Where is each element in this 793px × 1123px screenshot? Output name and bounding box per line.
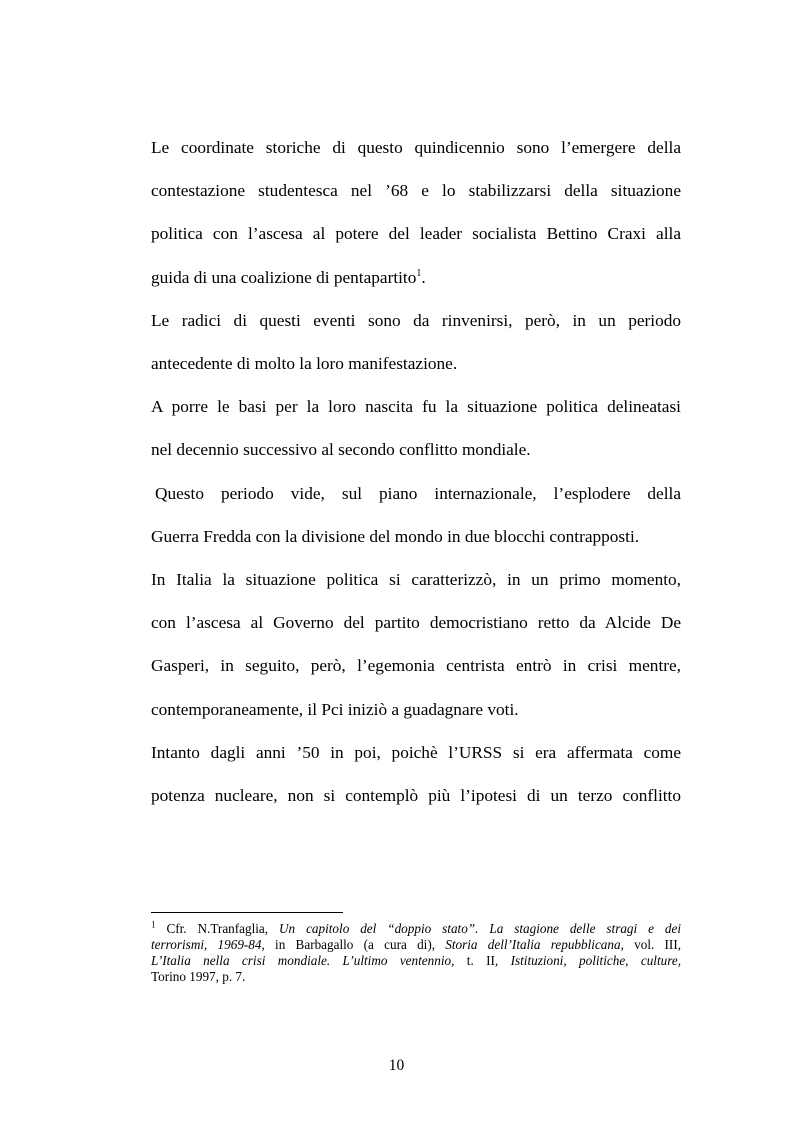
text-line: politica con l’ascesa al potere del leader socialista Bettino Craxi alla — [151, 224, 681, 244]
footnote-title: Storia dell’Italia repubblicana, — [445, 937, 624, 952]
footnote-reference[interactable]: 1 — [416, 267, 422, 279]
footnote-title: Istituzioni, politiche, culture, — [510, 953, 682, 968]
text-line: potenza nucleare, non si contemplò più l’ipotesi di un terzo conflitto — [151, 786, 681, 806]
paragraph-3 — [151, 385, 681, 471]
text-line: antecedente di molto la loro manifestazione. — [151, 354, 458, 374]
text-line: Intanto dagli anni ’50 in poi, poichè l’URSS si era affermata come — [151, 742, 681, 762]
text-line: A porre le basi per la loro nascita fu la situazione politica delineatasi — [151, 397, 681, 417]
paragraph-2 — [151, 299, 681, 385]
text-line: Le coordinate storiche di questo quindicennio sono l’emergere della — [151, 138, 681, 157]
footnote-separator — [151, 912, 343, 913]
text-line: con l’ascesa al Governo del partito democristiano retto da Alcide De — [151, 613, 681, 633]
footnote-line: Torino 1997, p. 7. — [151, 969, 246, 984]
text-line: contemporaneamente, il Pci iniziò a guadagnare voti. — [151, 699, 519, 719]
text-line — [151, 472, 681, 515]
footnote-title: terrorismi, 1969-84 — [151, 937, 262, 952]
page-number: 10 — [388, 1057, 405, 1074]
text-fragment: Questo periodo vide, sul piano internazionale, l’esplodere della — [155, 483, 681, 503]
text-line: Gasperi, in seguito, però, l’egemonia centrista entrò in crisi mentre, — [151, 656, 681, 676]
paragraph-6 — [151, 731, 681, 817]
text-line: In Italia la situazione politica si caratterizzò, in un primo momento, — [151, 570, 681, 590]
footnote-title: L’Italia nella crisi mondiale. L’ultimo ventennio — [151, 953, 452, 968]
footnote — [151, 921, 681, 985]
footnote-line — [151, 953, 681, 969]
text-fragment: guida di una coalizione di pentapartito — [151, 267, 417, 287]
text-line: Guerra Fredda con la divisione del mondo in due blocchi contrapposti. — [151, 526, 640, 546]
footnote-number: 1 — [151, 919, 156, 930]
footnote-text: vol. III, — [623, 937, 682, 952]
text-line: Le radici di questi eventi sono da rinvenirsi, però, in un periodo — [151, 310, 681, 330]
footnote-line — [151, 937, 681, 953]
text-line: nel decennio successivo al secondo conflitto mondiale. — [151, 440, 531, 460]
footnote-text: , t. II, — [451, 953, 511, 968]
footnote-text: Cfr. N.Tranfaglia, — [166, 921, 280, 936]
paragraph-5 — [151, 558, 681, 731]
text-line — [151, 256, 681, 299]
footnote-line — [151, 921, 681, 937]
body-text — [151, 126, 681, 817]
paragraph-4 — [151, 472, 681, 558]
sentence-end: . — [421, 267, 426, 287]
footnote-text: , in Barbagallo (a cura di), — [261, 937, 446, 952]
paragraph-1 — [151, 126, 681, 299]
text-line: contestazione studentesca nel ’68 e lo stabilizzarsi della situazione — [151, 181, 681, 201]
footnote-title: Un capitolo del “doppio stato”. La stagione delle stragi e dei — [279, 921, 681, 936]
